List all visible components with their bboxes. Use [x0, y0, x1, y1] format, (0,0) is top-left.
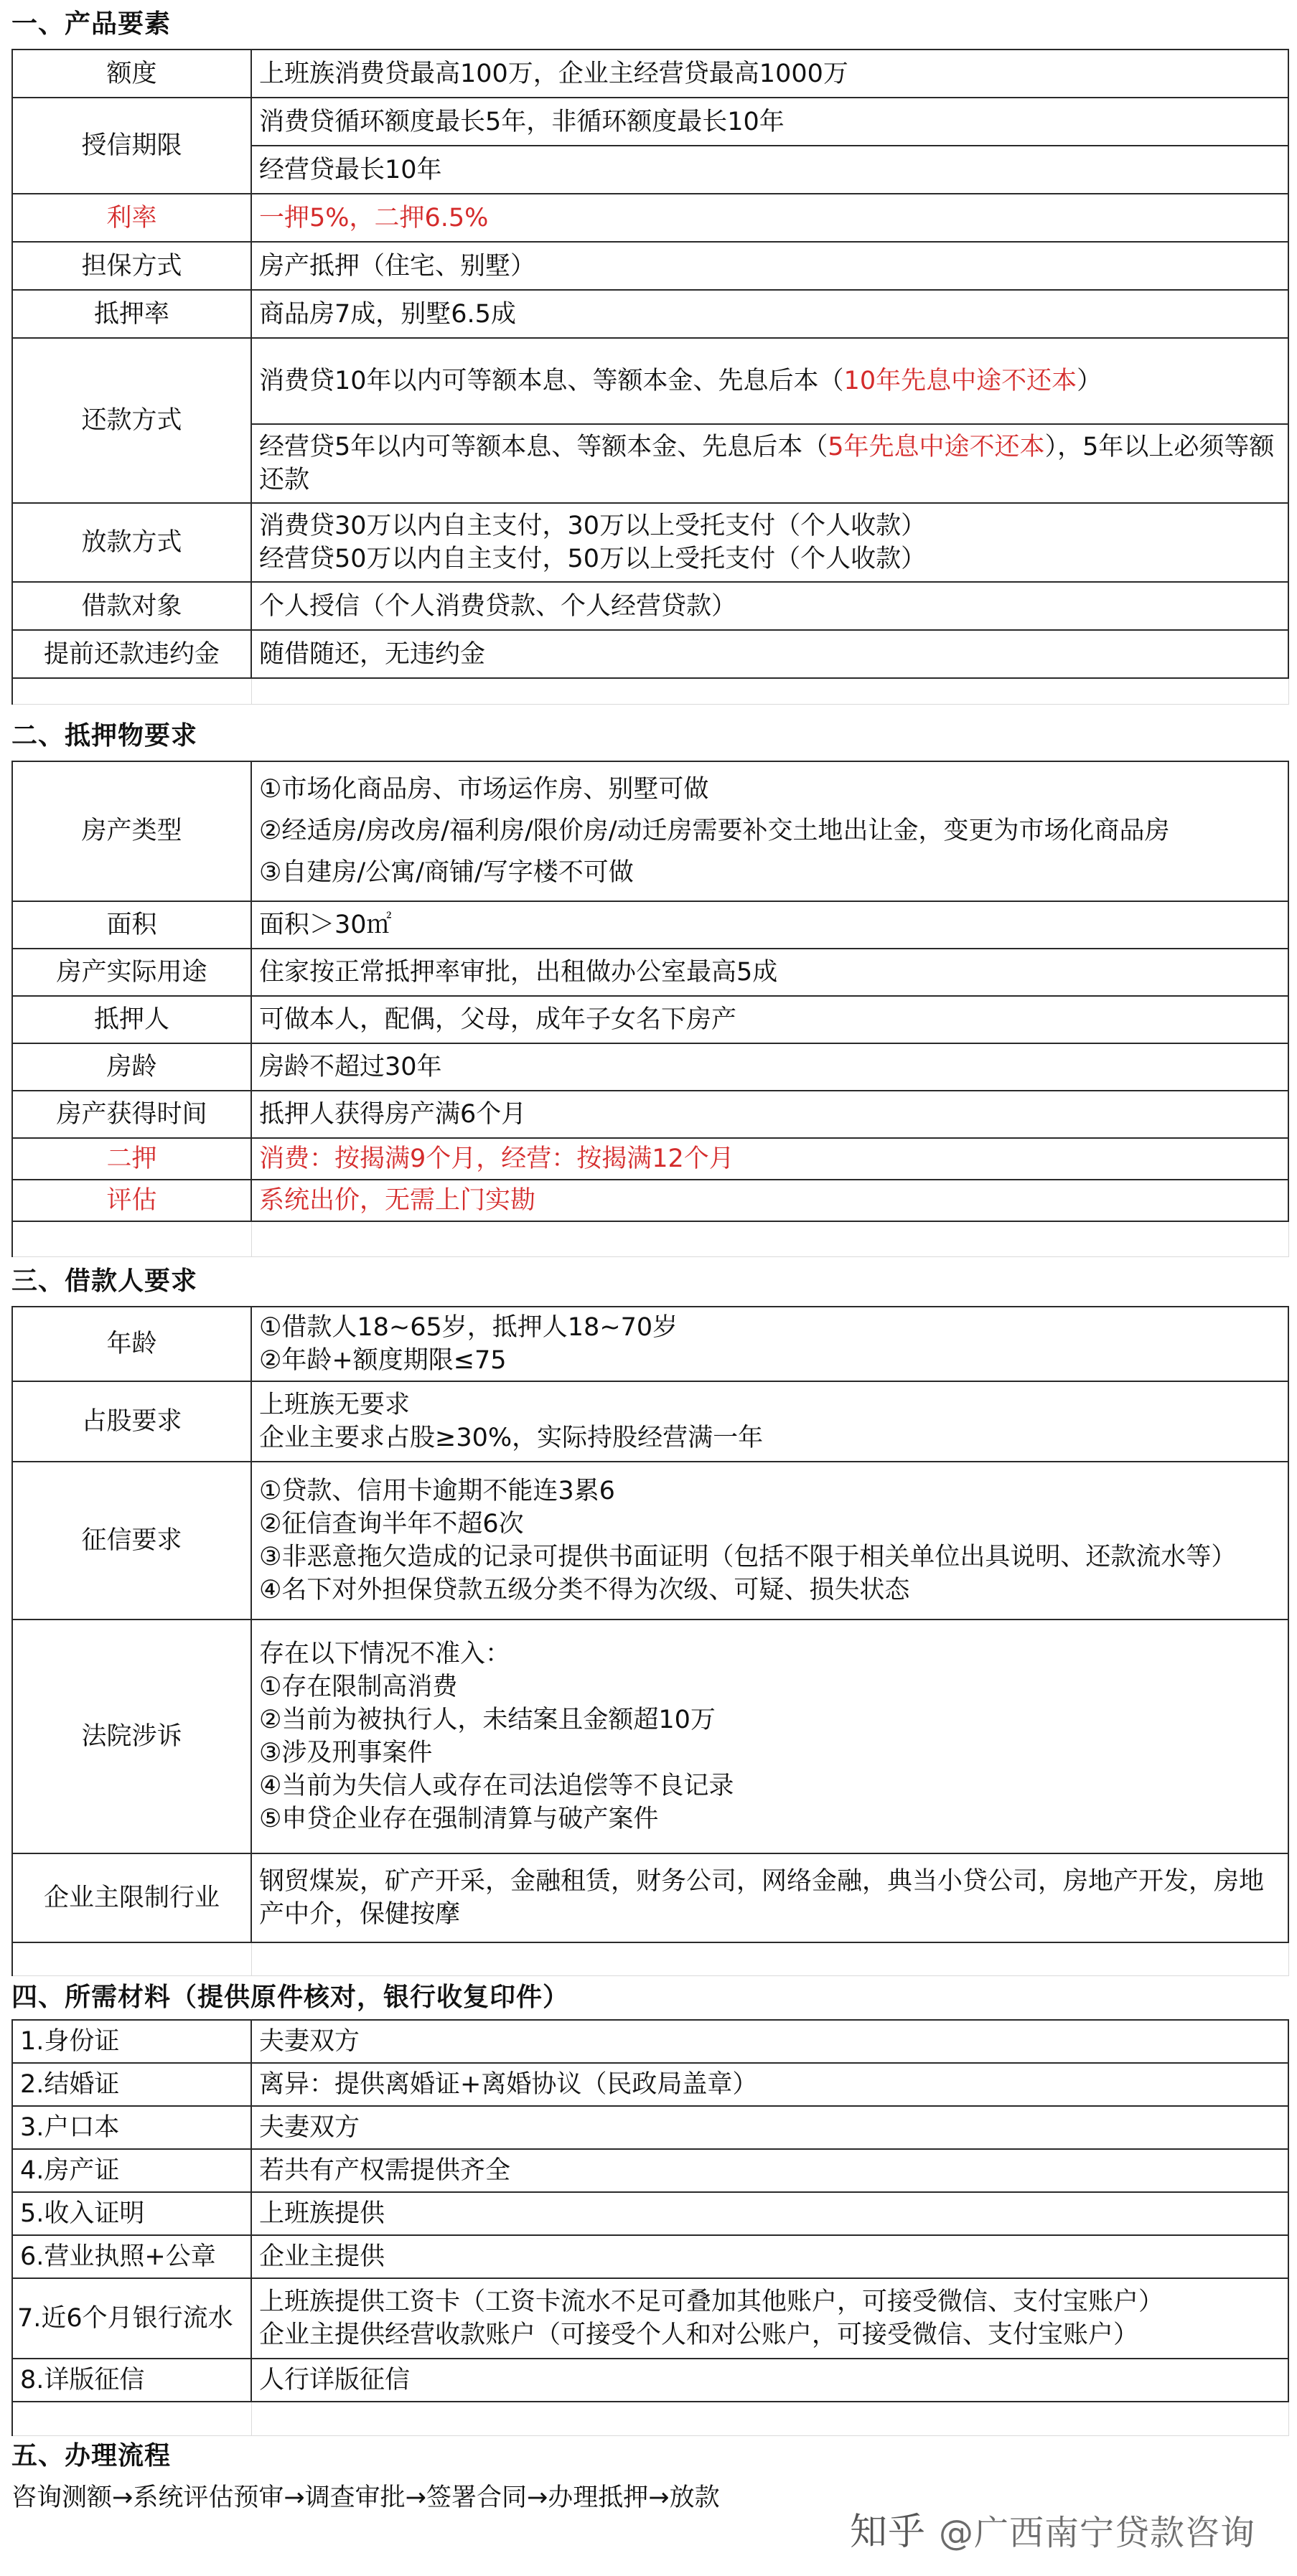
credit-line-1: ①贷款、信用卡逾期不能连3累6	[259, 1477, 615, 1505]
repay-2-highlight: 5年先息中途不还本	[828, 433, 1045, 461]
evaluation-label: 评估	[12, 1180, 251, 1221]
table-row	[12, 98, 1288, 146]
material-id-value: 夫妻双方	[251, 2020, 1288, 2063]
use-label: 房产实际用途	[12, 949, 251, 996]
disburse-line-2: 经营贷50万以内自主支付，50万以上受托支付（个人收款）	[259, 545, 927, 573]
target-value: 个人授信（个人消费贷款、个人经营贷款）	[251, 582, 1288, 630]
material-license-label: 6.营业执照+公章	[12, 2235, 251, 2278]
section-title-borrower: 三、借款人要求	[11, 1266, 198, 1296]
borrower-age-line-2: ②年龄+额度期限≤75	[259, 1346, 507, 1375]
table-row	[12, 1462, 1288, 1620]
collateral-table	[11, 761, 1289, 1258]
area-label: 面积	[12, 901, 251, 949]
repay-2-close: ），5年以上必须等额还款	[259, 433, 1275, 494]
repay-1-close: ）	[1077, 367, 1102, 395]
watermark-site: 知乎	[849, 2511, 926, 2554]
table-row	[12, 1853, 1288, 1942]
credit-label: 征信要求	[12, 1462, 251, 1620]
spacer-cell	[251, 1942, 1288, 1975]
repay-value-1	[251, 338, 1288, 424]
hold-time-value: 抵押人获得房产满6个月	[251, 1091, 1288, 1138]
industry-label: 企业主限制行业	[12, 1853, 251, 1942]
court-label: 法院涉诉	[12, 1620, 251, 1853]
house-age-label: 房龄	[12, 1043, 251, 1091]
material-income-value: 上班族提供	[251, 2192, 1288, 2235]
table-row	[12, 901, 1288, 949]
mortgagor-value: 可做本人，配偶，父母，成年子女名下房产	[251, 996, 1288, 1043]
spacer-cell	[251, 1221, 1288, 1257]
table-row	[12, 1180, 1288, 1221]
quota-label: 额度	[12, 50, 251, 98]
material-income-label: 5.收入证明	[12, 2192, 251, 2235]
material-hukou-value: 夫妻双方	[251, 2106, 1288, 2149]
table-row	[12, 582, 1288, 630]
process-flow: 咨询测额→系统评估预审→调查审批→签署合同→办理抵押→放款	[11, 2483, 720, 2512]
spacer-row	[12, 678, 1288, 704]
credit-value	[251, 1462, 1288, 1620]
material-id-label: 1.身份证	[12, 2020, 251, 2063]
spacer-row	[12, 1942, 1288, 1975]
repay-1-text: 消费贷10年以内可等额本息、等额本金、先息后本（	[259, 367, 844, 395]
table-row	[12, 242, 1288, 290]
spacer-cell	[12, 1942, 251, 1975]
prepay-value: 随借随还，无违约金	[251, 630, 1288, 678]
section-title-materials: 四、所需材料（提供原件核对，银行收复印件）	[11, 1982, 570, 2012]
material-deed-value: 若共有产权需提供齐全	[251, 2149, 1288, 2192]
borrower-age-line-1: ①借款人18~65岁，抵押人18~70岁	[259, 1313, 678, 1342]
credit-line-3: ③非恶意拖欠造成的记录可提供书面证明（包括不限于相关单位出具说明、还款流水等）	[259, 1543, 1237, 1571]
court-line-2: ②当前为被执行人，未结案且金额超10万	[259, 1706, 716, 1734]
material-statement-value	[251, 2278, 1288, 2359]
spacer-cell	[251, 678, 1288, 704]
spacer-row	[12, 1221, 1288, 1257]
material-marriage-label: 2.结婚证	[12, 2063, 251, 2106]
term-value-1: 消费贷循环额度最长5年，非循环额度最长10年	[251, 98, 1288, 146]
table-row	[12, 2106, 1288, 2149]
disburse-label: 放款方式	[12, 503, 251, 582]
repay-2-text: 经营贷5年以内可等额本息、等额本金、先息后本（	[259, 433, 828, 461]
statement-line-1: 上班族提供工资卡（工资卡流水不足可叠加其他账户，可接受微信、支付宝账户）	[259, 2287, 1164, 2316]
material-statement-label: 7.近6个月银行流水	[12, 2278, 251, 2359]
material-hukou-label: 3.户口本	[12, 2106, 251, 2149]
table-row	[12, 50, 1288, 98]
table-row	[12, 2063, 1288, 2106]
hold-time-label: 房产获得时间	[12, 1091, 251, 1138]
use-value: 住家按正常抵押率审批，出租做办公室最高5成	[251, 949, 1288, 996]
court-line-1: ①存在限制高消费	[259, 1673, 458, 1701]
prepay-label: 提前还款违约金	[12, 630, 251, 678]
credit-line-2: ②征信查询半年不超6次	[259, 1510, 524, 1538]
credit-line-4: ④名下对外担保贷款五级分类不得为次级、可疑、损失状态	[259, 1576, 910, 1604]
house-type-line-3: ③自建房/公寓/商铺/写字楼不可做	[259, 858, 634, 887]
statement-line-2: 企业主提供经营收款账户（可接受个人和对公账户，可接受微信、支付宝账户）	[259, 2320, 1139, 2349]
table-row	[12, 1381, 1288, 1462]
material-credit-label: 8.详版征信	[12, 2359, 251, 2402]
borrower-age-label: 年龄	[12, 1307, 251, 1381]
table-row	[12, 1091, 1288, 1138]
area-value: 面积＞30㎡	[251, 901, 1288, 949]
product-table	[11, 49, 1289, 705]
table-row	[12, 996, 1288, 1043]
table-row	[12, 1620, 1288, 1853]
table-row	[12, 761, 1288, 901]
repay-value-2	[251, 424, 1288, 503]
repay-1-highlight: 10年先息中途不还本	[843, 367, 1077, 395]
table-row	[12, 949, 1288, 996]
term-label: 授信期限	[12, 98, 251, 194]
evaluation-value: 系统出价，无需上门实勘	[251, 1180, 1288, 1221]
share-value	[251, 1381, 1288, 1462]
court-value	[251, 1620, 1288, 1853]
spacer-row	[12, 2402, 1288, 2436]
material-marriage-value: 离异：提供离婚证+离婚协议（民政局盖章）	[251, 2063, 1288, 2106]
spacer-cell	[12, 1221, 251, 1257]
rate-label: 利率	[12, 194, 251, 242]
rate-value: 一押5%，二押6.5%	[251, 194, 1288, 242]
watermark-author: @广西南宁贷款咨询	[938, 2513, 1255, 2553]
materials-table	[11, 2019, 1289, 2437]
ltv-value: 商品房7成，别墅6.5成	[251, 290, 1288, 338]
spacer-cell	[251, 2402, 1288, 2436]
disburse-value	[251, 503, 1288, 582]
share-line-2: 企业主要求占股≥30%，实际持股经营满一年	[259, 1424, 764, 1452]
borrower-table	[11, 1306, 1289, 1976]
table-row	[12, 194, 1288, 242]
table-row	[12, 503, 1288, 582]
spacer-cell	[12, 678, 251, 704]
material-credit-value: 人行详版征信	[251, 2359, 1288, 2402]
borrower-age-value	[251, 1307, 1288, 1381]
table-row	[12, 1138, 1288, 1180]
material-deed-label: 4.房产证	[12, 2149, 251, 2192]
repay-label: 还款方式	[12, 338, 251, 503]
court-line-3: ③涉及刑事案件	[259, 1739, 433, 1767]
court-line-5: ⑤申贷企业存在强制清算与破产案件	[259, 1805, 659, 1833]
table-row	[12, 2278, 1288, 2359]
section-title-process: 五、办理流程	[11, 2441, 172, 2471]
guarantee-value: 房产抵押（住宅、别墅）	[251, 242, 1288, 290]
house-age-value: 房龄不超过30年	[251, 1043, 1288, 1091]
table-row	[12, 1307, 1288, 1381]
table-row	[12, 2149, 1288, 2192]
mortgagor-label: 抵押人	[12, 996, 251, 1043]
court-line-4: ④当前为失信人或存在司法追偿等不良记录	[259, 1772, 734, 1800]
watermark	[850, 2501, 1255, 2555]
term-value-2: 经营贷最长10年	[251, 146, 1288, 194]
industry-value: 钢贸煤炭，矿产开采，金融租赁，财务公司，网络金融，典当小贷公司，房地产开发，房地产中介，保健按摩	[251, 1853, 1288, 1942]
guarantee-label: 担保方式	[12, 242, 251, 290]
house-type-line-2: ②经适房/房改房/福利房/限价房/动迁房需要补交土地出让金，变更为市场化商品房	[259, 817, 1170, 845]
share-line-1: 上班族无要求	[259, 1391, 411, 1419]
spacer-cell	[12, 2402, 251, 2436]
ltv-label: 抵押率	[12, 290, 251, 338]
table-row	[12, 338, 1288, 424]
table-row	[12, 2359, 1288, 2402]
disburse-line-1: 消费贷30万以内自主支付，30万以上受托支付（个人收款）	[259, 512, 927, 540]
court-line-0: 存在以下情况不准入：	[259, 1640, 511, 1668]
section-title-product: 一、产品要素	[11, 9, 172, 39]
second-mortgage-label: 二押	[12, 1138, 251, 1180]
table-row	[12, 1043, 1288, 1091]
table-row	[12, 2020, 1288, 2063]
section-title-collateral: 二、抵押物要求	[11, 720, 198, 751]
second-mortgage-value: 消费：按揭满9个月，经营：按揭满12个月	[251, 1138, 1288, 1180]
house-type-value	[251, 761, 1288, 901]
share-label: 占股要求	[12, 1381, 251, 1462]
house-type-line-1: ①市场化商品房、市场运作房、别墅可做	[259, 775, 709, 804]
table-row	[12, 2235, 1288, 2278]
quota-value: 上班族消费贷最高100万，企业主经营贷最高1000万	[251, 50, 1288, 98]
material-license-value: 企业主提供	[251, 2235, 1288, 2278]
table-row	[12, 630, 1288, 678]
target-label: 借款对象	[12, 582, 251, 630]
table-row	[12, 2192, 1288, 2235]
table-row	[12, 290, 1288, 338]
house-type-label: 房产类型	[12, 761, 251, 901]
